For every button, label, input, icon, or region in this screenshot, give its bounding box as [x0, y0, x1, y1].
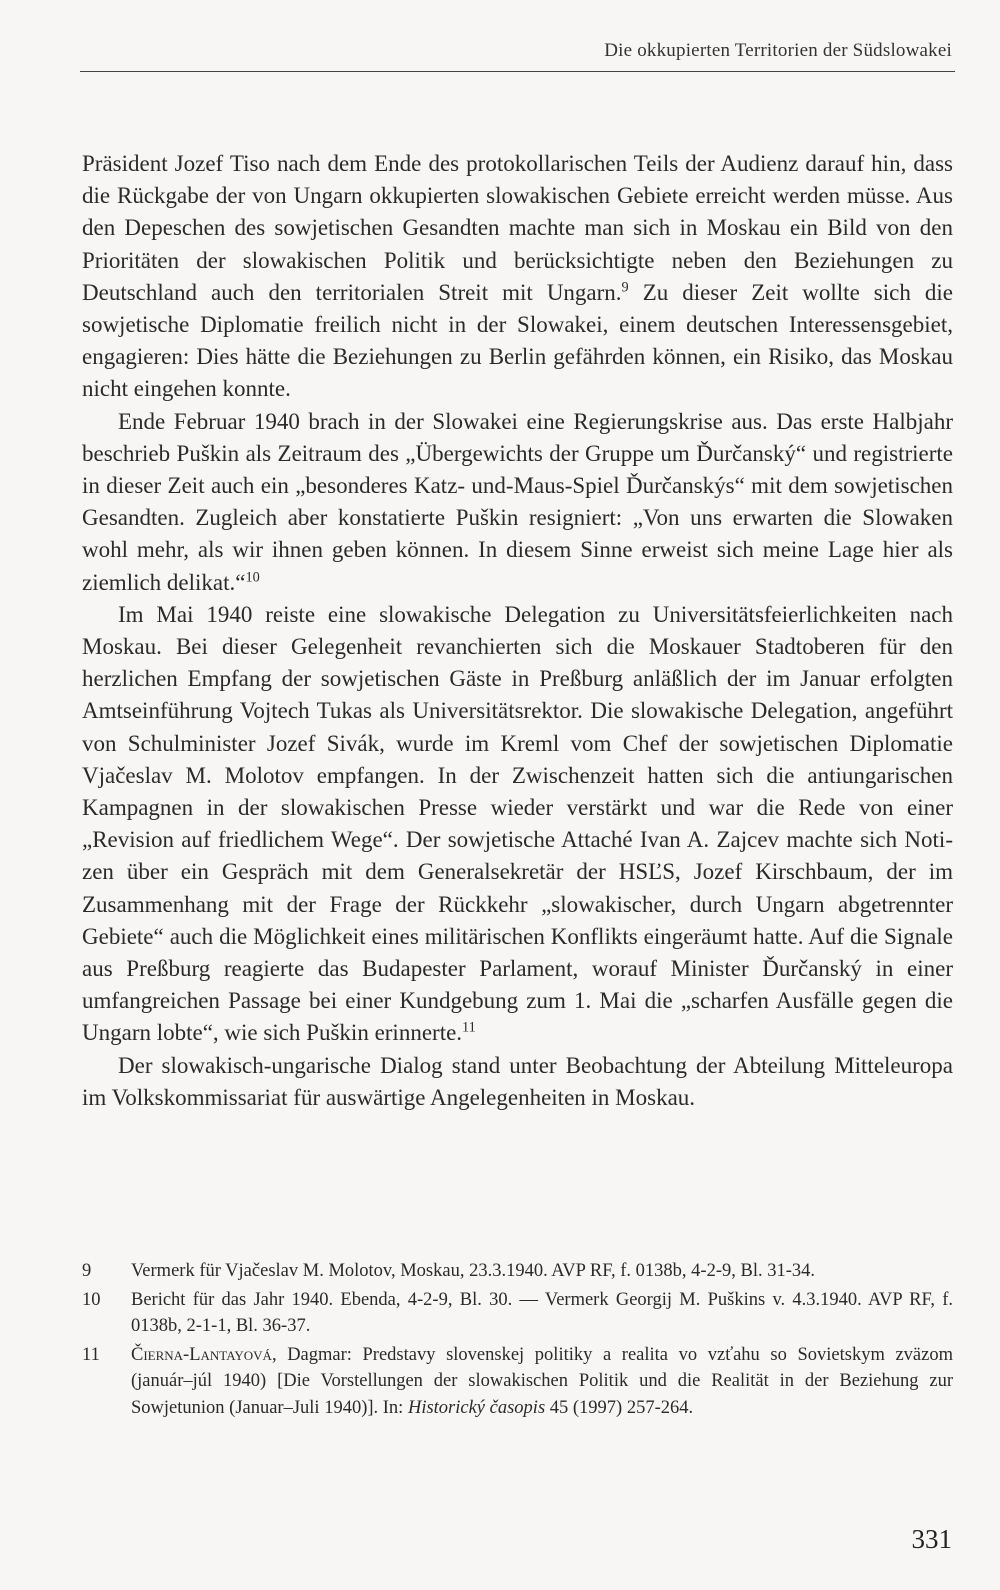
footnote-10: [82, 1287, 953, 1340]
paragraph-2: Ende Februar 1940 brach in der Slowakei eine Regierungskrise aus. Das erste Halbjahr beschrieb Puškin als Zeitraum des „Übergewichts der Gruppe um Ďurčanský“ und registrierte in dieser Zeit auch ein „besonderes Katz- und-Maus-Spiel Ďurčanskýs“ mit dem sowjetischen Gesandten. Zugleich aber konstatierte Puškin resigniert: „Von uns erwarten die Slowaken wohl mehr, als wir ihnen geben können. In diesem Sinne erweist sich meine Lage hier als ziemlich delikat.“$^{10}$: [82, 408, 953, 595]
footnote-text-end: 45 (1997) 257-264.: [545, 1397, 694, 1418]
footnote-number: 9: [82, 1261, 92, 1281]
footnote-text: Bericht für das Jahr 1940. Ebenda, 4-2-9, Bl. 30. — Vermerk Georgij M. Puškins v. 4.3.1940. AVP RF, f. 0138b, 2-1-1, Bl. 36-37.: [131, 1289, 953, 1336]
footnote-11: [82, 1342, 953, 1422]
footnote-number: 10: [82, 1289, 101, 1310]
footnote-author: Čierna-Lantayová: [131, 1344, 272, 1365]
paragraph-4: Der slowakisch-ungarische Dialog stand unter Beobachtung der Abteilung Mitteleuropa im Volkskommissariat für auswärtige Angelegenheiten in Moskau.: [82, 1052, 953, 1110]
footnote-text: , Dagmar: Predstavy slovenskej politiky a realita vo vzťahu so Sovietskym zväzom (január–júl 1940) [Die Vorstellungen der slowakischen Politik und die Realität in der Beziehung zur Sowjetunion (Januar–Juli 1940)]. In:: [131, 1344, 953, 1418]
footnote-journal: Historický časopis: [407, 1397, 546, 1418]
footnotes: [82, 1258, 953, 1423]
main-text: [82, 148, 953, 1114]
footnote-ref-11[interactable]: 11: [462, 1019, 476, 1036]
running-title: Die okkupierten Territorien der Südslowakei: [604, 40, 952, 61]
footnote-text: Vermerk für Vjačeslav M. Molotov, Moskau, 23.3.1940. AVP RF, f. 0138b, 4-2-9, Bl. 31-34.: [131, 1261, 816, 1281]
footnote-ref-10[interactable]: 10: [245, 569, 260, 586]
paragraph-3: Im Mai 1940 reiste eine slowakische Delegation zu Universitätsfeierlichkeiten nach Moskau. Bei dieser Gelegenheit revanchierten sich die Moskauer Stadtoberen für den herzlichen Empfang der sowjetischen Gäste in Preßburg anläßlich der im Januar erfolgten Amtseinführung Vojtech Tukas als Universitätsrektor. Die slowakische Delegation, angeführt von Schulminister Jozef Sivák, wurde im Kreml vom Chef der sowjetischen Diplomatie Vjačeslav M. Molotov empfangen. In der Zwischenzeit hatten sich die antiungarischen Kampagnen in der slowakischen Presse wieder verstärkt und war die Rede von einer „Revision auf friedlichem Wege“. Der sowjetische Attaché Ivan A. Zajcev machte sich Notizen über ein Gespräch mit dem Generalsekretär der HSĽS, Jozef Kirschbaum, der im Zusammenhang mit der Frage der Rückkehr „slowakischer, durch Ungarn abgetrennter Gebiete“ auch die Möglichkeit eines militärischen Konflikts eingeräumt hatte. Auf die Signale aus Preßburg reagierte das Budapester Parlament, worauf Minister Ďurčanský in einer umfangreichen Passage bei einer Kundgebung zum 1. Mai die „scharfen Ausfälle gegen die Ungarn lobte“, wie sich Puškin erinnerte.$^{11}$: [82, 601, 953, 1046]
header-rule: [80, 71, 955, 72]
footnote-9: [82, 1258, 953, 1285]
footnote-number: 11: [82, 1344, 100, 1365]
page-number: 331: [911, 1524, 952, 1554]
paragraph-1: Präsident Jozef Tiso nach dem Ende des protokollarischen Teils der Audienz darauf hin, dass die Rückgabe der von Ungarn okkupierten slowakischen Gebiete erreicht werden müsse. Aus den Depeschen des sowjetischen Gesandten machte man sich in Moskau ein Bild von den Prioritäten der slowakischen Politik und berücksichtigte neben den Beziehungen zu Deutschland auch den territorialen Streit mit Ungarn.$^9$ Zu dieser Zeit wollte sich die sowjetische Diplomatie freilich nicht in der Slowakei, einem deutschen Interessensgebiet, engagieren: Dies hätte die Beziehungen zu Berlin gefährden können, ein Risiko, das Moskau nicht eingehen konnte.: [82, 151, 953, 402]
footnote-ref-9[interactable]: 9: [621, 279, 629, 296]
